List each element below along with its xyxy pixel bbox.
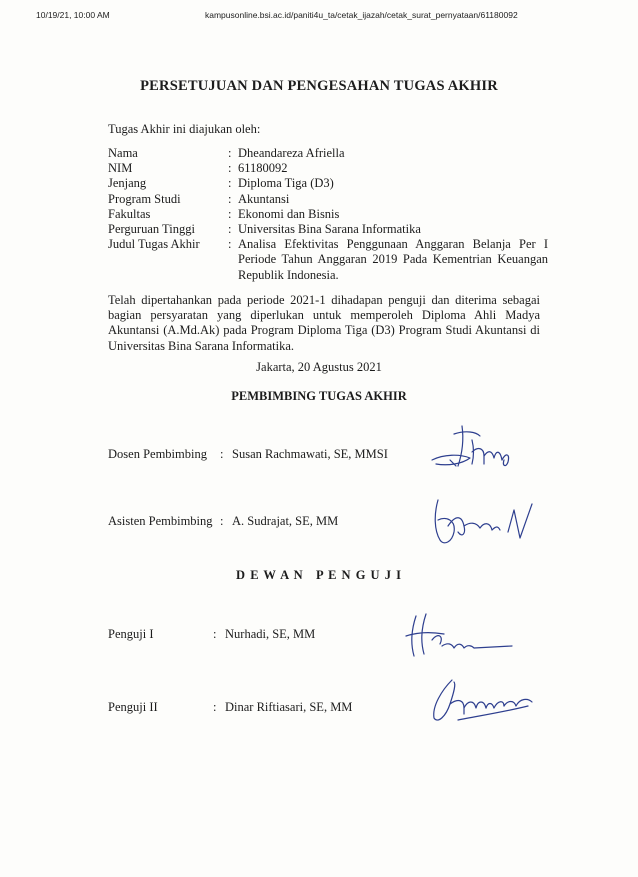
print-url: kampusonline.bsi.ac.id/paniti4u_ta/cetak_ijazah/cetak_surat_pernyataan/61180092 — [205, 10, 518, 20]
field-label: Perguruan Tinggi — [108, 222, 195, 237]
signatory-name: Nurhadi, SE, MM — [225, 627, 316, 641]
signatory-role: Penguji I — [108, 627, 154, 641]
field-separator: : — [228, 176, 232, 191]
field-value: Universitas Bina Sarana Informatika — [238, 222, 421, 237]
field-label: Nama — [108, 146, 138, 160]
field-label: Judul Tugas Akhir — [108, 237, 200, 252]
signature-advisor — [426, 420, 522, 482]
signatory-separator: : — [213, 700, 217, 714]
assistant-advisor-row — [108, 514, 338, 529]
field-row-thesis-title — [108, 237, 548, 283]
signatory-role: Penguji II — [108, 700, 158, 714]
statement-paragraph: Telah dipertahankan pada periode 2021-1 dihadapan penguji dan diterima sebagai bagian persyaratan yang diperlukan untuk memperoleh Diploma Ahli Madya Akuntansi (A.Md.Ak) pada Program Diploma Tiga (D3) Program Studi Akuntansi di Universitas Bina Sarana Informatika. — [108, 293, 540, 353]
advisor-row — [108, 447, 388, 462]
signatory-separator: : — [220, 514, 224, 528]
field-label: NIM — [108, 161, 133, 176]
field-value: Dheandareza Afriella — [238, 146, 345, 160]
intro-text: Tugas Akhir ini diajukan oleh: — [108, 122, 261, 136]
examiner-1-row — [108, 627, 315, 642]
field-label: Fakultas — [108, 206, 151, 221]
field-value: Ekonomi dan Bisnis — [238, 206, 340, 221]
field-value: Analisa Efektivitas Penggunaan Anggaran Belanja Per I Periode Tahun Anggaran 2019 Pada Kementrian Keuangan Republik Indonesia. — [238, 237, 548, 282]
student-info-table — [108, 146, 548, 283]
field-value: Diploma Tiga (D3) — [238, 176, 334, 191]
field-separator: : — [228, 191, 232, 206]
signatory-role: Dosen Pembimbing — [108, 447, 207, 461]
signature-examiner-2 — [428, 676, 540, 726]
field-row-level — [108, 176, 548, 191]
field-label: Jenjang — [108, 176, 147, 191]
field-row-university — [108, 222, 548, 237]
document-title: PERSETUJUAN DAN PENGESAHAN TUGAS AKHIR — [140, 78, 498, 94]
examiner-2-row — [108, 700, 352, 715]
advisors-heading: PEMBIMBING TUGAS AKHIR — [231, 389, 407, 403]
field-value: 61180092 — [238, 161, 288, 176]
field-separator: : — [228, 161, 232, 176]
signatory-name: Dinar Riftiasari, SE, MM — [225, 700, 353, 714]
field-separator: : — [228, 237, 232, 252]
signatory-separator: : — [213, 627, 217, 641]
field-row-faculty — [108, 207, 548, 222]
field-row-nim — [108, 161, 548, 176]
field-value: Akuntansi — [238, 191, 290, 206]
field-row-name — [108, 146, 548, 161]
signatory-name: A. Sudrajat, SE, MM — [232, 514, 339, 528]
signatory-name: Susan Rachmawati, SE, MMSI — [232, 447, 388, 461]
signature-assistant-advisor — [428, 492, 540, 550]
signature-examiner-1 — [402, 610, 520, 662]
field-row-program — [108, 192, 548, 207]
field-label: Program Studi — [108, 191, 181, 206]
examiners-heading: D E W A N P E N G U J I — [236, 568, 402, 582]
print-datetime: 10/19/21, 10:00 AM — [36, 10, 110, 20]
field-separator: : — [228, 206, 232, 221]
field-separator: : — [228, 222, 232, 237]
signatory-separator: : — [220, 447, 224, 461]
field-separator: : — [228, 146, 232, 160]
place-date: Jakarta, 20 Agustus 2021 — [256, 360, 382, 374]
signatory-role: Asisten Pembimbing — [108, 514, 213, 528]
